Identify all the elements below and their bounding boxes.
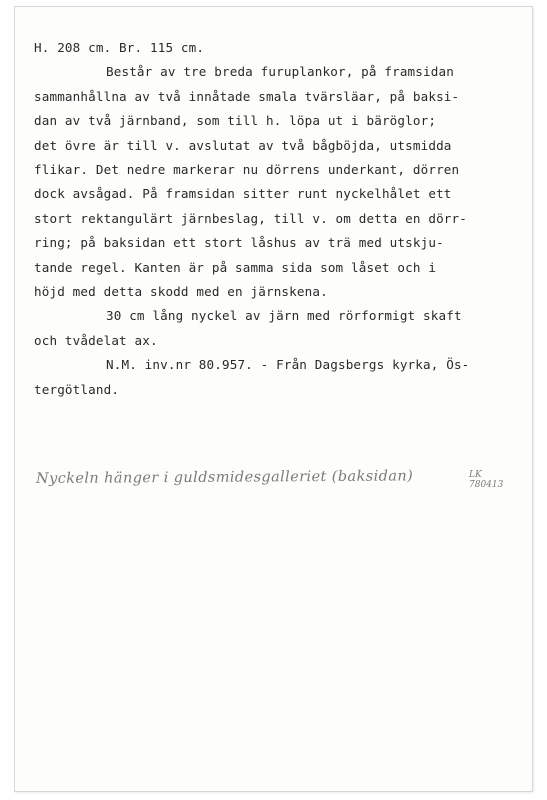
handwritten-note: Nyckeln hänger i guldsmidesgalleriet (baksidan) [35, 468, 414, 487]
typed-text-block [34, 36, 534, 402]
description-line-3: dan av två järnband, som till h. löpa ut i bäröglor; [34, 113, 437, 129]
description-line-8: ring; på baksidan ett stort låshus av trä med utskju- [34, 235, 444, 251]
dimensions-line: H. 208 cm. Br. 115 cm. [34, 40, 205, 55]
description-line-5: flikar. Det nedre markerar nu dörrens underkant, dörren [34, 162, 460, 178]
key-line-2: och tvådelat ax. [34, 332, 158, 348]
description-line-9: tande regel. Kanten är på samma sida som låset och i [34, 259, 437, 275]
key-line-1: 30 cm lång nyckel av järn med rörformigt skaft [106, 308, 462, 324]
inventory-line-2: tergötland. [34, 381, 120, 397]
description-line-4: det övre är till v. avslutat av två bågböjda, utsmidda [34, 137, 452, 153]
description-line-1: Består av tre breda furuplankor, på framsidan [106, 64, 454, 80]
handwritten-date: 780413 [469, 480, 504, 490]
handwritten-signature [469, 470, 503, 490]
description-line-2: sammanhållna av två innåtade smala tvärsläar, på baksi- [34, 88, 460, 104]
description-line-6: dock avsågad. På framsidan sitter runt nyckelhålet ett [34, 186, 452, 202]
description-line-7: stort rektangulärt järnbeslag, till v. om detta en dörr- [34, 210, 467, 226]
handwritten-initials: LK [469, 470, 482, 480]
inventory-line-1: N.M. inv.nr 80.957. - Från Dagsbergs kyrka, Ös- [106, 357, 470, 373]
description-line-10: höjd med detta skodd med en järnskena. [34, 284, 328, 300]
